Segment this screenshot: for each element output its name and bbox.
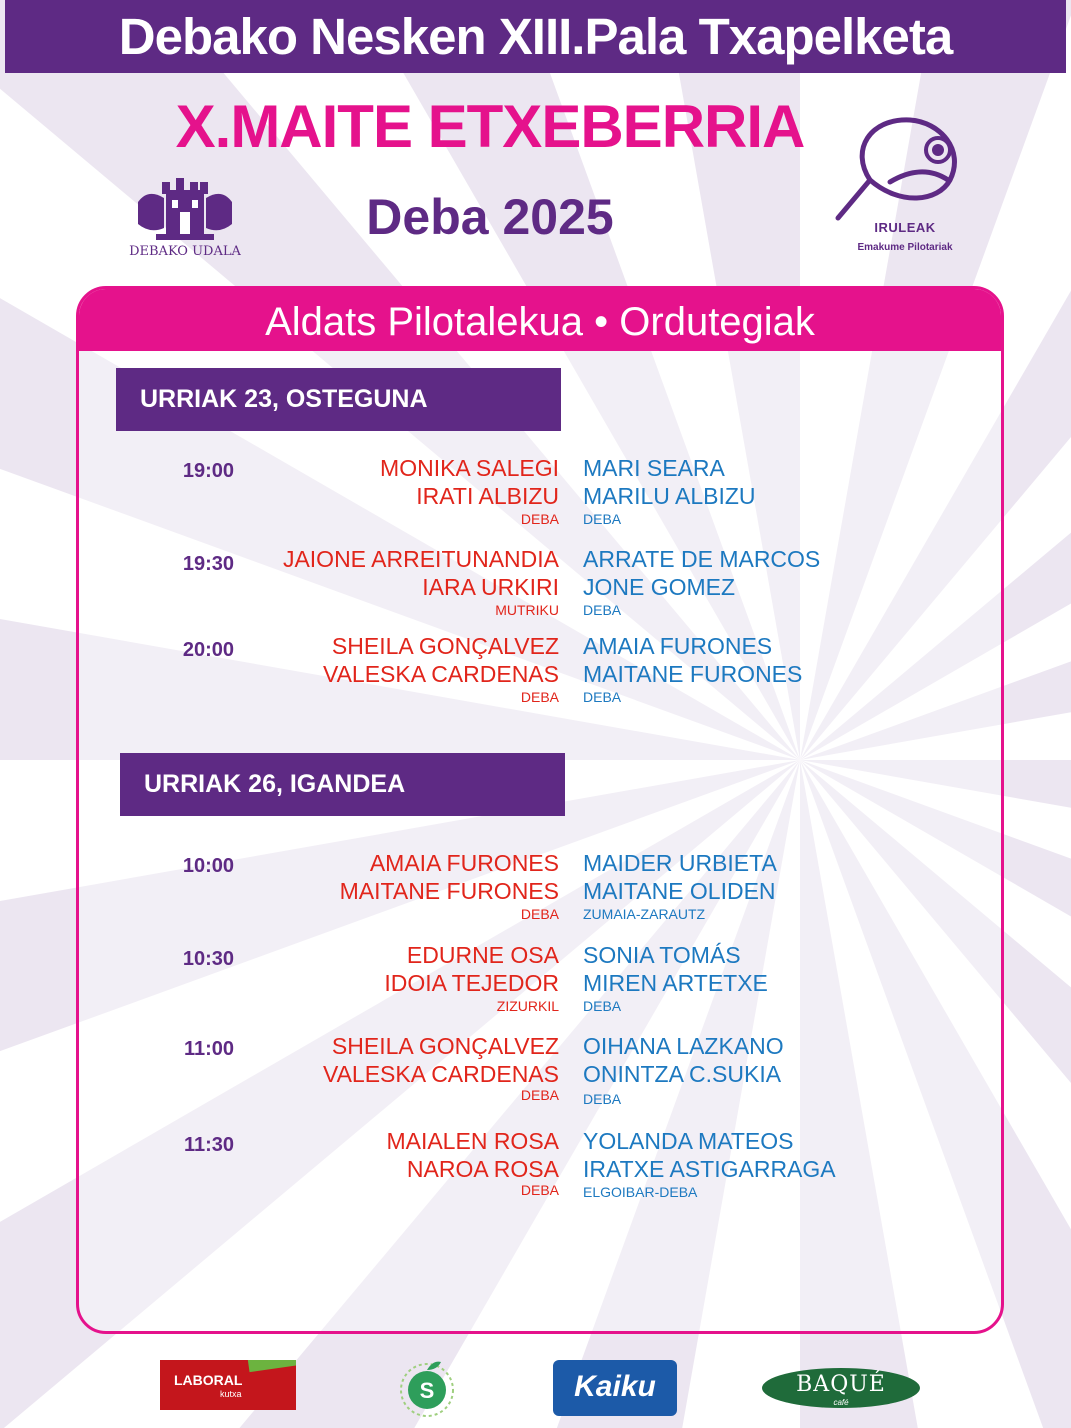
left-club: ZIZURKIL (496, 998, 559, 1014)
left-player-2: VALESKA CARDENAS (322, 1061, 559, 1087)
match-row (0, 455, 1071, 535)
right-player-1: OIHANA LAZKANO (583, 1033, 784, 1059)
castle-crest-icon (120, 172, 250, 244)
emakume-pilotariak-caption: Emakume Pilotariak (857, 242, 953, 253)
baque-cafe-text: café (833, 1398, 849, 1407)
kutxa-text: kutxa (220, 1389, 242, 1399)
right-club: DEBA (583, 1091, 622, 1107)
match-row (0, 633, 1071, 713)
left-club: DEBA (520, 1087, 559, 1103)
match-time: 20:00 (182, 639, 234, 661)
right-player-1: YOLANDA MATEOS (583, 1128, 794, 1154)
right-club: DEBA (583, 689, 622, 705)
page-title: Debako Nesken XIII.Pala Txapelketa (118, 8, 953, 65)
left-player-2: NAROA ROSA (406, 1156, 559, 1182)
left-player-1: SHEILA GONÇALVEZ (331, 1033, 559, 1059)
match-time: 10:30 (182, 948, 234, 970)
right-player-1: SONIA TOMÁS (583, 942, 741, 968)
left-player-2: IRATI ALBIZU (416, 483, 559, 509)
kaiku-text: Kaiku (574, 1370, 656, 1403)
left-club: DEBA (520, 1182, 559, 1198)
right-player-1: ARRATE DE MARCOS (583, 546, 821, 572)
left-club: DEBA (520, 906, 559, 922)
right-player-2: MIREN ARTETXE (583, 970, 768, 996)
right-player-1: MAIDER URBIETA (583, 850, 777, 876)
right-club: DEBA (583, 511, 622, 527)
right-club: ZUMAIA-ZARAUTZ (583, 906, 706, 922)
match-row (0, 850, 1071, 930)
day-header-sunday: URRIAK 26, IGANDEA (120, 753, 565, 816)
tournament-name: X.MAITE ETXEBERRIA (175, 93, 805, 160)
left-player-1: AMAIA FURONES (369, 850, 559, 876)
laboral-text: LABORAL (174, 1372, 243, 1388)
match-time: 19:00 (182, 460, 234, 482)
apple-letter: S (419, 1378, 435, 1403)
left-club: DEBA (520, 689, 559, 705)
left-player-2: IARA URKIRI (422, 574, 559, 600)
right-player-1: MARI SEARA (583, 455, 725, 481)
place-year: Deba 2025 (366, 189, 614, 245)
title-band (5, 0, 1066, 73)
right-player-1: AMAIA FURONES (583, 633, 773, 659)
right-player-2: MAITANE FURONES (583, 661, 803, 687)
left-player-1: SHEILA GONÇALVEZ (331, 633, 559, 659)
right-club: DEBA (583, 602, 622, 618)
left-player-1: EDURNE OSA (406, 942, 559, 968)
left-player-2: MAITANE FURONES (339, 878, 559, 904)
panel-heading: Aldats Pilotalekua • Ordutegiak (79, 289, 1001, 351)
iruleak-logo (830, 110, 980, 260)
match-time: 10:00 (182, 855, 234, 877)
right-player-2: ONINTZA C.SUKIA (583, 1061, 782, 1087)
day-header-thursday: URRIAK 23, OSTEGUNA (116, 368, 561, 431)
left-player-1: JAIONE ARREITUNANDIA (282, 546, 559, 572)
left-club: MUTRIKU (495, 602, 559, 618)
apple-icon (392, 1356, 462, 1418)
right-player-2: JONE GOMEZ (583, 574, 736, 600)
pala-racket-icon (830, 110, 980, 222)
debako-udala-caption: DEBAKO UDALA (129, 244, 241, 259)
match-time: 11:30 (183, 1134, 234, 1156)
left-player-1: MAIALEN ROSA (386, 1128, 559, 1154)
left-player-2: VALESKA CARDENAS (322, 661, 559, 687)
kaiku-logo (553, 1356, 677, 1416)
laboral-kutxa-logo (160, 1356, 296, 1416)
match-time: 19:30 (182, 553, 234, 575)
right-player-2: MAITANE OLIDEN (583, 878, 776, 904)
match-row (0, 942, 1071, 1022)
apple-sponsor-logo (392, 1356, 462, 1416)
debako-udala-logo (120, 172, 250, 267)
right-club: ELGOIBAR-DEBA (583, 1184, 698, 1200)
match-time: 11:00 (183, 1038, 234, 1060)
left-club: DEBA (520, 511, 559, 527)
right-club: DEBA (583, 998, 622, 1014)
baque-logo (762, 1356, 920, 1416)
right-player-2: MARILU ALBIZU (583, 483, 756, 509)
match-row (0, 546, 1071, 626)
left-player-2: IDOIA TEJEDOR (384, 970, 559, 996)
left-player-1: MONIKA SALEGI (380, 455, 559, 481)
baque-text: BAQUÉ (796, 1372, 886, 1397)
match-row (0, 1128, 1071, 1208)
iruleak-caption: IRULEAK (874, 220, 936, 235)
match-row (0, 1033, 1071, 1113)
right-player-2: IRATXE ASTIGARRAGA (583, 1156, 836, 1182)
